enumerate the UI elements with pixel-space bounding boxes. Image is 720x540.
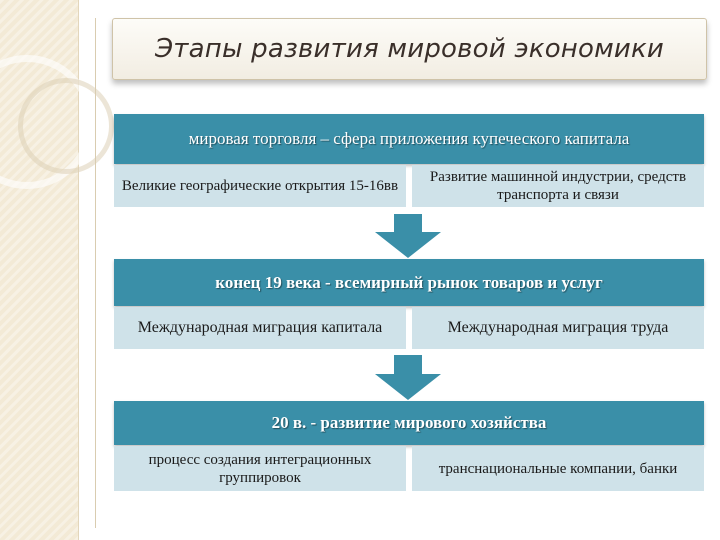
stage-2-detail-left: Международная миграция капитала <box>114 307 406 349</box>
down-arrow-icon <box>375 214 441 258</box>
stage-3-detail-left: процесс создания интеграционных группировок <box>114 446 406 491</box>
down-arrow-icon <box>375 355 441 400</box>
stage-3-details <box>114 446 704 491</box>
page-title: Этапы развития мировой экономики <box>154 34 665 64</box>
divider-line <box>95 18 96 528</box>
stage-2-details <box>114 307 704 349</box>
stage-1-detail-left: Великие географические открытия 15-16вв <box>114 165 406 207</box>
title-plate <box>112 18 707 80</box>
stage-1-details <box>114 165 704 207</box>
decorative-side-strip <box>0 0 79 540</box>
stage-3-header: 20 в. - развитие мирового хозяйства <box>114 401 704 445</box>
stage-2-detail-right: Международная миграция труда <box>412 307 704 349</box>
stage-2-header: конец 19 века - всемирный рынок товаров и услуг <box>114 259 704 306</box>
stage-1-detail-right: Развитие машинной индустрии, средств транспорта и связи <box>412 165 704 207</box>
stage-3-detail-right: транснациональные компании, банки <box>412 446 704 491</box>
stage-1-header: мировая торговля – сфера приложения купеческого капитала <box>114 114 704 164</box>
decorative-ring <box>18 78 114 174</box>
